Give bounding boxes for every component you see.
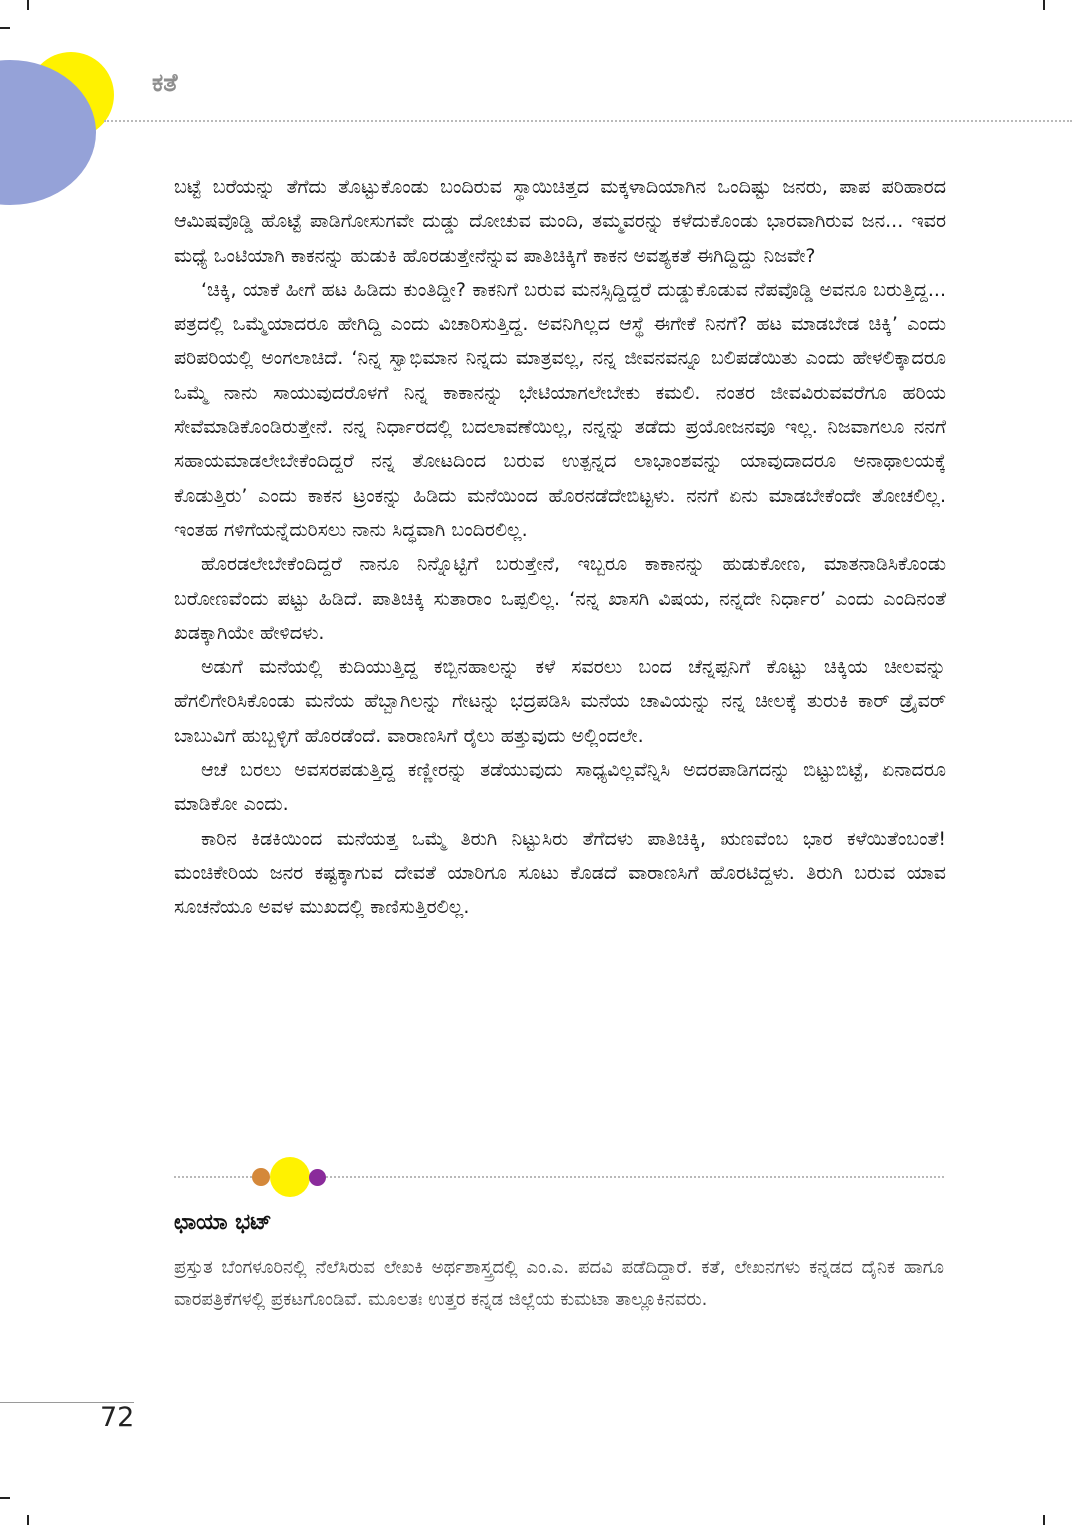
crop-mark xyxy=(27,1515,29,1525)
story-paragraph: ಕಾರಿನ ಕಿಡಕಿಯಿಂದ ಮನೆಯತ್ತ ಒಮ್ಮೆ ತಿರುಗಿ ನಿಟ್ಟುಸಿರು ತೆಗೆದಳು ಪಾತಿಚಿಕ್ಕಿ, ಋಣವೆಂಬ ಭಾರ ಕಳೆಯಿತೆಂಬಂತೆ! ಮಂಚಿಕೇರಿಯ ಜನರ ಕಷ್ಟಕ್ಕಾಗುವ ದೇವತೆ ಯಾರಿಗೂ ಸೂಟು ಕೊಡದೆ ವಾರಾಣಸಿಗೆ ಹೊರಟಿದ್ದಳು. ತಿರುಗಿ ಬರುವ ಯಾವ ಸೂಚನೆಯೂ ಅವಳ ಮುಖದಲ್ಲಿ ಕಾಣಿಸುತ್ತಿರಲಿಲ್ಲ. xyxy=(174,827,946,919)
story-paragraph: ಆಚೆ ಬರಲು ಅವಸರಪಡುತ್ತಿದ್ದ ಕಣ್ಣೀರನ್ನು ತಡೆಯುವುದು ಸಾಧ್ಯವಿಲ್ಲವೆನ್ನಿಸಿ ಅದರಪಾಡಿಗದನ್ನು ಬಿಟ್ಟುಬಿಟ್ಟೆ, ಏನಾದರೂ ಮಾಡಿಕೋ ಎಂದು. xyxy=(174,759,946,816)
story-paragraph: ಬಟ್ಟೆ ಬರೆಯನ್ನು ತೆಗೆದು ತೊಟ್ಟುಕೊಂಡು ಬಂದಿರುವ ಸ್ಥಾಯಿಚಿತ್ತದ ಮಕ್ಕಳಾದಿಯಾಗಿನ ಒಂದಿಷ್ಟು ಜನರು, ಪಾಪ ಪರಿಹಾರದ ಆಮಿಷವೊಡ್ಡಿ ಹೊಟ್ಟೆ ಪಾಡಿಗೋಸುಗವೇ ದುಡ್ಡು ದೋಚುವ ಮಂದಿ, ತಮ್ಮವರನ್ನು ಕಳೆದುಕೊಂಡು ಭಾರವಾಗಿರುವ ಜನ... ಇವರ ಮಧ್ಯೆ ಒಂಟಿಯಾಗಿ ಕಾಕನನ್ನು ಹುಡುಕಿ ಹೊರಡುತ್ತೇನೆನ್ನುವ ಪಾತಿಚಿಕ್ಕಿಗೆ ಕಾಕನ ಅವಶ್ಯಕತೆ ಈಗಿದ್ದಿದ್ದು ನಿಜವೇ? xyxy=(174,176,946,267)
purple-dot-ornament xyxy=(309,1169,326,1186)
yellow-dot-ornament xyxy=(270,1157,310,1197)
crop-mark xyxy=(27,0,29,10)
author-bio: ಪ್ರಸ್ತುತ ಬೆಂಗಳೂರಿನಲ್ಲಿ ನೆಲೆಸಿರುವ ಲೇಖಕಿ ಅರ್ಥಶಾಸ್ತ್ರದಲ್ಲಿ ಎಂ.ಎ. ಪದವಿ ಪಡೆದಿದ್ದಾರೆ. ಕತೆ, ಲೇಖನಗಳು ಕನ್ನಡದ ದೈನಿಕ ಹಾಗೂ ವಾರಪತ್ರಿಕೆಗಳಲ್ಲಿ ಪ್ರಕಟಗೊಂಡಿವೆ. ಮೂಲತಃ ಉತ್ತರ ಕನ್ನಡ ಜಿಲ್ಲೆಯ ಕುಮಟಾ ತಾಲ್ಲೂಕಿನವರು. xyxy=(174,1257,944,1310)
page-number: 72 xyxy=(100,1402,135,1433)
orange-dot-ornament xyxy=(252,1168,270,1186)
author-name: ಛಾಯಾ ಭಟ್ xyxy=(174,1210,272,1235)
section-label: ಕತೆ xyxy=(152,68,178,97)
crop-mark xyxy=(0,1497,10,1499)
header-dotted-rule xyxy=(104,120,1072,122)
story-paragraph: ಅಡುಗೆ ಮನೆಯಲ್ಲಿ ಕುದಿಯುತ್ತಿದ್ದ ಕಬ್ಬಿನಹಾಲನ್ನು ಕಳೆ ಸವರಲು ಬಂದ ಚೆನ್ನಪ್ಪನಿಗೆ ಕೊಟ್ಟು ಚಿಕ್ಕಿಯ ಚೀಲವನ್ನು ಹೆಗಲಿಗೇರಿಸಿಕೊಂಡು ಮನೆಯ ಹೆಬ್ಬಾಗಿಲನ್ನು ಗೇಟನ್ನು ಭದ್ರಪಡಿಸಿ ಮನೆಯ ಚಾವಿಯನ್ನು ನನ್ನ ಚೀಲಕ್ಕೆ ತುರುಕಿ ಕಾರ್ ಡ್ರೈವರ್ ಬಾಬುವಿಗೆ ಹುಬ್ಬಳ್ಳಿಗೆ ಹೊರಡೆಂದೆ. ವಾರಾಣಸಿಗೆ ರೈಲು ಹತ್ತುವುದು ಅಲ್ಲಿಂದಲೇ. xyxy=(174,656,946,747)
crop-mark xyxy=(0,27,10,29)
story-paragraph: ಹೊರಡಲೇಬೇಕೆಂದಿದ್ದರೆ ನಾನೂ ನಿನ್ನೊಟ್ಟಿಗೆ ಬರುತ್ತೇನೆ, ಇಬ್ಬರೂ ಕಾಕಾನನ್ನು ಹುಡುಕೋಣ, ಮಾತನಾಡಿಸಿಕೊಂಡು ಬರೋಣವೆಂದು ಪಟ್ಟು ಹಿಡಿದೆ. ಪಾತಿಚಿಕ್ಕಿ ಸುತಾರಾಂ ಒಪ್ಪಲಿಲ್ಲ. ‘ನನ್ನ ಖಾಸಗಿ ವಿಷಯ, ನನ್ನದೇ ನಿರ್ಧಾರ’ ಎಂದು ಎಂದಿನಂತೆ ಖಡಕ್ಕಾಗಿಯೇ ಹೇಳಿದಳು. xyxy=(174,553,946,644)
story-paragraph: ‘ಚಿಕ್ಕಿ, ಯಾಕೆ ಹೀಗೆ ಹಟ ಹಿಡಿದು ಕುಂತಿದ್ದೀ? ಕಾಕನಿಗೆ ಬರುವ ಮನಸ್ಸಿದ್ದಿದ್ದರೆ ದುಡ್ಡುಕೊಡುವ ನೆಪವೊಡ್ಡಿ ಅವನೂ ಬರುತ್ತಿದ್ದ... ಪತ್ರದಲ್ಲಿ ಒಮ್ಮೆಯಾದರೂ ಹೇಗಿದ್ದಿ ಎಂದು ವಿಚಾರಿಸುತ್ತಿದ್ದ. ಅವನಿಗಿಲ್ಲದ ಆಸ್ಥೆ ಈಗೇಕೆ ನಿನಗೆ? ಹಟ ಮಾಡಬೇಡ ಚಿಕ್ಕಿ’ ಎಂದು ಪರಿಪರಿಯಲ್ಲಿ ಅಂಗಲಾಚಿದೆ. ‘ನಿನ್ನ ಸ್ವಾಭಿಮಾನ ನಿನ್ನದು ಮಾತ್ರವಲ್ಲ, ನನ್ನ ಜೀವನವನ್ನೂ ಬಲಿಪಡೆಯಿತು ಎಂದು ಹೇಳಲಿಕ್ಕಾದರೂ ಒಮ್ಮೆ ನಾನು ಸಾಯುವುದರೊಳಗೆ ನಿನ್ನ ಕಾಕಾನನ್ನು ಭೇಟಿಯಾಗಲೇಬೇಕು ಕಮಲಿ. ನಂತರ ಜೀವವಿರುವವರೆಗೂ ಹರಿಯ ಸೇವೆಮಾಡಿಕೊಂಡಿರುತ್ತೇನೆ. ನನ್ನ ನಿರ್ಧಾರದಲ್ಲಿ ಬದಲಾವಣೆಯಿಲ್ಲ, ನನ್ನನ್ನು ತಡೆದು ಪ್ರಯೋಜನವೂ ಇಲ್ಲ. ನಿಜವಾಗಲೂ ನನಗೆ ಸಹಾಯಮಾಡಲೇಬೇಕೆಂದಿದ್ದರೆ ನನ್ನ ತೋಟದಿಂದ ಬರುವ ಉತ್ಪನ್ನದ ಲಾಭಾಂಶವನ್ನು ಯಾವುದಾದರೂ ಅನಾಥಾಲಯಕ್ಕೆ ಕೊಡುತ್ತಿರು’ ಎಂದು ಕಾಕನ ಟ್ರಂಕನ್ನು ಹಿಡಿದು ಮನೆಯಿಂದ ಹೊರನಡೆದೇಬಿಟ್ಟಳು. ನನಗೆ ಏನು ಮಾಡಬೇಕೆಂದೇ ತೋಚಲಿಲ್ಲ. ಇಂತಹ ಗಳಿಗೆಯನ್ನೆದುರಿಸಲು ನಾನು ಸಿದ್ಧವಾಗಿ ಬಂದಿರಲಿಲ್ಲ. xyxy=(174,278,946,541)
crop-mark xyxy=(1043,1515,1045,1525)
story-body xyxy=(174,170,946,925)
crop-mark xyxy=(1043,0,1045,10)
